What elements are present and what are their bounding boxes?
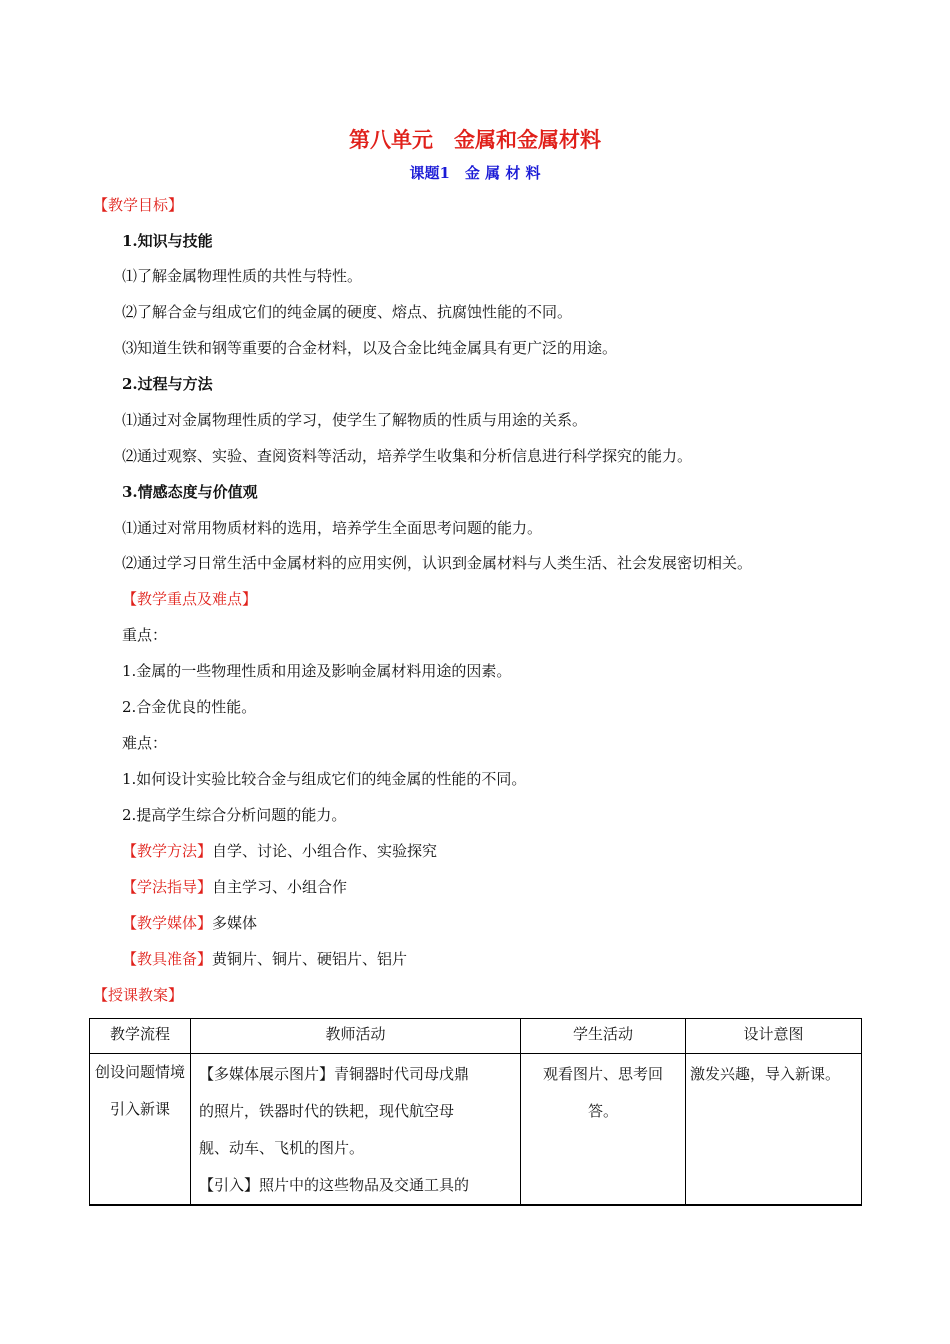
info-value: 多媒体 xyxy=(212,914,258,932)
lesson-plan-table xyxy=(89,1018,862,1206)
student-line: 答。 xyxy=(587,1102,618,1120)
info-value: 自学、讨论、小组合作、实验探究 xyxy=(212,842,438,860)
teacher-line: 舰、动车、飞机的图片。 xyxy=(199,1139,365,1157)
difficulty-item: 1.如何设计实验比较合金与组成它们的纯金属的性能的不同。 xyxy=(122,770,527,788)
flow-cell xyxy=(90,1054,191,1206)
objective-item: ⑵通过观察、实验、查阅资料等活动，培养学生收集和分析信息进行科学探究的能力。 xyxy=(122,447,693,465)
objective-item: ⑵通过学习日常生活中金属材料的应用实例，认识到金属材料与人类生活、社会发展密切相关。 xyxy=(122,554,753,572)
objective-item: ⑴了解金属物理性质的共性与特性。 xyxy=(122,267,363,285)
column-header: 学生活动 xyxy=(521,1019,686,1054)
objectives-heading: 【教学目标】 xyxy=(93,196,184,214)
info-label: 【学法指导】 xyxy=(122,878,213,896)
teacher-cell xyxy=(191,1054,521,1206)
info-line-media xyxy=(122,913,257,933)
focus-label: 重点： xyxy=(122,626,168,644)
unit-title: 第八单元 金属和金属材料 xyxy=(349,127,601,152)
teacher-line: 【引入】照片中的这些物品及交通工具的 xyxy=(199,1176,470,1194)
lesson-title: 课题1 金 属 材 料 xyxy=(409,164,541,182)
intent-cell: 激发兴趣，导入新课。 xyxy=(686,1054,862,1206)
focus-item: 1.金属的一些物理性质和用途及影响金属材料用途的因素。 xyxy=(122,662,512,680)
key-points-heading: 【教学重点及难点】 xyxy=(122,590,258,608)
teacher-line: 的照片，铁器时代的铁耙，现代航空母 xyxy=(199,1102,455,1120)
info-line-guidance xyxy=(122,877,347,897)
column-header: 教师活动 xyxy=(191,1019,521,1054)
section-title: 1.知识与技能 xyxy=(122,232,213,250)
flow-line: 引入新课 xyxy=(109,1100,170,1118)
column-header: 教学流程 xyxy=(90,1019,191,1054)
objective-item: ⑴通过对金属物理性质的学习，使学生了解物质的性质与用途的关系。 xyxy=(122,411,588,429)
lesson-plan-heading: 【授课教案】 xyxy=(93,986,184,1004)
info-label: 【教学媒体】 xyxy=(122,914,213,932)
info-label: 【教具准备】 xyxy=(122,950,213,968)
table-row xyxy=(90,1054,862,1206)
flow-line: 创设问题情境 xyxy=(94,1063,185,1081)
info-label: 【教学方法】 xyxy=(122,842,213,860)
difficulty-item: 2.提高学生综合分析问题的能力。 xyxy=(122,806,347,824)
focus-item: 2.合金优良的性能。 xyxy=(122,698,257,716)
section-title: 2.过程与方法 xyxy=(122,375,213,393)
section-title: 3.情感态度与价值观 xyxy=(122,483,258,501)
teacher-line: 【多媒体展示图片】青铜器时代司母戊鼎 xyxy=(199,1065,470,1083)
student-cell xyxy=(521,1054,686,1206)
info-value: 黄铜片、铜片、硬铝片、铝片 xyxy=(212,950,408,968)
info-value: 自主学习、小组合作 xyxy=(212,878,348,896)
table-header-row xyxy=(90,1019,862,1054)
objective-item: ⑵了解合金与组成它们的纯金属的硬度、熔点、抗腐蚀性能的不同。 xyxy=(122,303,573,321)
info-line-method xyxy=(122,841,437,861)
student-line: 观看图片、思考回 xyxy=(542,1065,663,1083)
objective-item: ⑶知道生铁和钢等重要的合金材料，以及合金比纯金属具有更广泛的用途。 xyxy=(122,339,618,357)
info-line-equipment xyxy=(122,949,407,969)
objective-item: ⑴通过对常用物质材料的选用，培养学生全面思考问题的能力。 xyxy=(122,519,543,537)
difficulty-label: 难点： xyxy=(122,734,168,752)
column-header: 设计意图 xyxy=(686,1019,862,1054)
